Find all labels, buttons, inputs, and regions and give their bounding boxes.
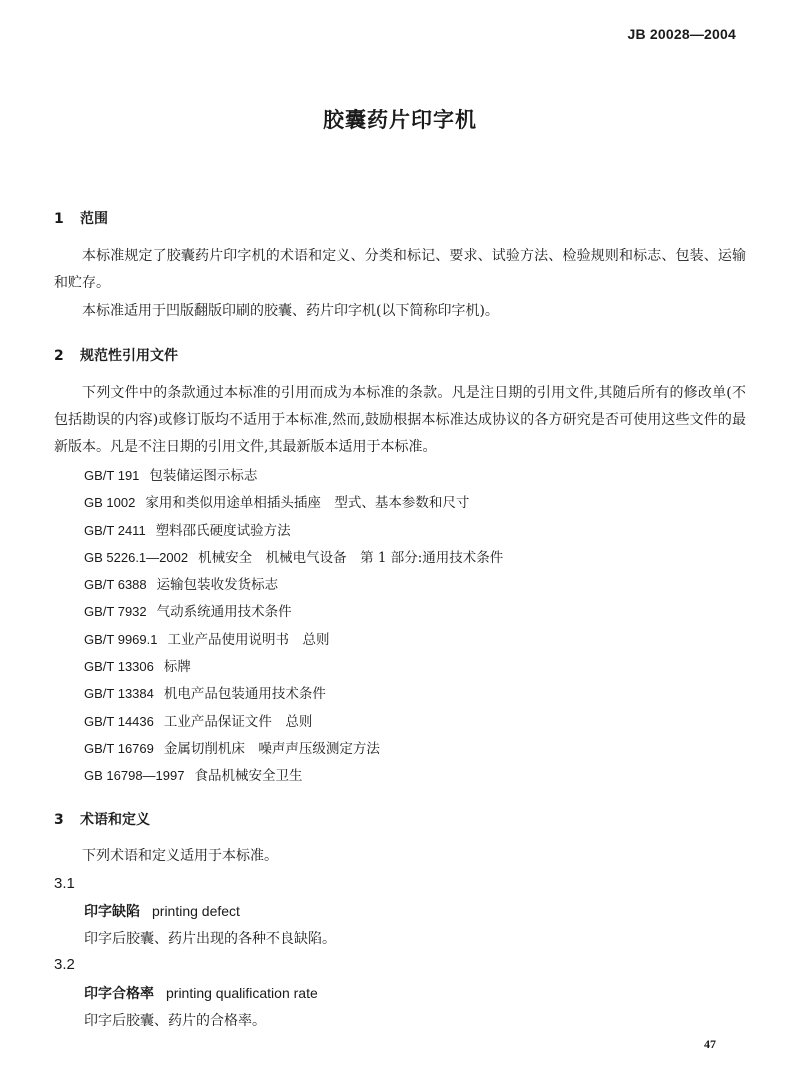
reference-code: GB 16798—1997: [84, 768, 185, 784]
reference-item: [84, 517, 503, 544]
section-3-title: 术语和定义: [80, 812, 150, 828]
term-3-1-english: printing defect: [152, 903, 240, 919]
reference-title: 食品机械安全卫生: [194, 768, 303, 785]
section-2-title: 规范性引用文件: [80, 348, 178, 364]
clause-3-1-number: 3.1: [54, 875, 75, 892]
section-1-number: 1: [54, 211, 64, 227]
reference-title: 气动系统通用技术条件: [156, 604, 292, 621]
term-3-1-definition: 印字后胶囊、药片出现的各种不良缺陷。: [84, 931, 336, 947]
reference-code: GB/T 14436: [84, 713, 154, 729]
reference-code: GB/T 9969.1: [84, 631, 158, 647]
document-title: 胶囊药片印字机: [323, 108, 477, 132]
reference-title: 机电产品包装通用技术条件: [163, 686, 326, 703]
section-2-heading: [54, 345, 178, 365]
reference-code: GB/T 16769: [84, 740, 154, 756]
term-3-1-chinese: 印字缺陷: [84, 904, 140, 920]
reference-item: [84, 462, 503, 489]
reference-item: [84, 708, 503, 735]
section-3-heading: [54, 809, 150, 829]
reference-code: GB/T 7932: [84, 604, 147, 620]
term-3-1: [84, 901, 240, 921]
scope-paragraph-1: 本标准规定了胶囊药片印字机的术语和定义、分类和标记、要求、试验方法、检验规则和标志、包装、运输和贮存。: [54, 248, 746, 291]
section-1-title: 范围: [80, 211, 108, 227]
reference-title: 运输包装收发货标志: [156, 577, 279, 594]
standard-code: JB 20028—2004: [627, 26, 736, 42]
reference-item: [84, 489, 503, 516]
reference-title: 标牌: [163, 659, 191, 676]
normative-refs-intro: 下列文件中的条款通过本标准的引用而成为本标准的条款。凡是注日期的引用文件,其随后所有的修改单(不包括勘误的内容)或修订版均不适用于本标准,然而,鼓励根据本标准达成协议的各方研究是否可使用这些文件的最新版本。凡是不注日期的引用文件,其最新版本适用于本标准。: [54, 385, 746, 455]
reference-item: [84, 762, 503, 789]
scope-paragraph-2: 本标准适用于凹版翻版印刷的胶囊、药片印字机(以下简称印字机)。: [82, 303, 499, 319]
reference-code: GB/T 6388: [84, 577, 147, 593]
reference-title: 金属切削机床 噪声声压级测定方法: [163, 740, 380, 757]
reference-list: [84, 462, 503, 790]
reference-item: [84, 626, 503, 653]
term-3-2-chinese: 印字合格率: [84, 986, 154, 1002]
term-3-2-english: printing qualification rate: [166, 985, 318, 1001]
reference-title: 包装储运图示标志: [149, 468, 258, 484]
reference-item: [84, 653, 503, 680]
section-1-heading: [54, 208, 108, 228]
reference-code: GB/T 13384: [84, 686, 154, 702]
page-number: 47: [704, 1037, 716, 1051]
section-2-number: 2: [54, 348, 64, 364]
reference-title: 家用和类似用途单相插头插座 型式、基本参数和尺寸: [145, 495, 470, 512]
reference-title: 工业产品使用说明书 总则: [167, 631, 330, 648]
clause-3-2-number: 3.2: [54, 956, 75, 973]
reference-item: [84, 544, 503, 571]
section-3-number: 3: [54, 812, 64, 828]
reference-title: 机械安全 机械电气设备 第 1 部分:通用技术条件: [198, 549, 504, 566]
reference-item: [84, 680, 503, 707]
term-3-2: [84, 983, 318, 1003]
reference-code: GB 1002: [84, 495, 136, 511]
reference-item: [84, 598, 503, 625]
reference-code: GB/T 191: [84, 468, 140, 483]
reference-code: GB/T 2411: [84, 522, 146, 538]
reference-title: 塑料邵氏硬度试验方法: [155, 522, 291, 539]
term-3-2-definition: 印字后胶囊、药片的合格率。: [84, 1013, 266, 1029]
reference-item: [84, 571, 503, 598]
reference-code: GB 5226.1—2002: [84, 549, 189, 565]
reference-title: 工业产品保证文件 总则: [163, 713, 313, 730]
reference-item: [84, 735, 503, 762]
reference-code: GB/T 13306: [84, 659, 154, 675]
terms-intro: 下列术语和定义适用于本标准。: [82, 848, 278, 864]
